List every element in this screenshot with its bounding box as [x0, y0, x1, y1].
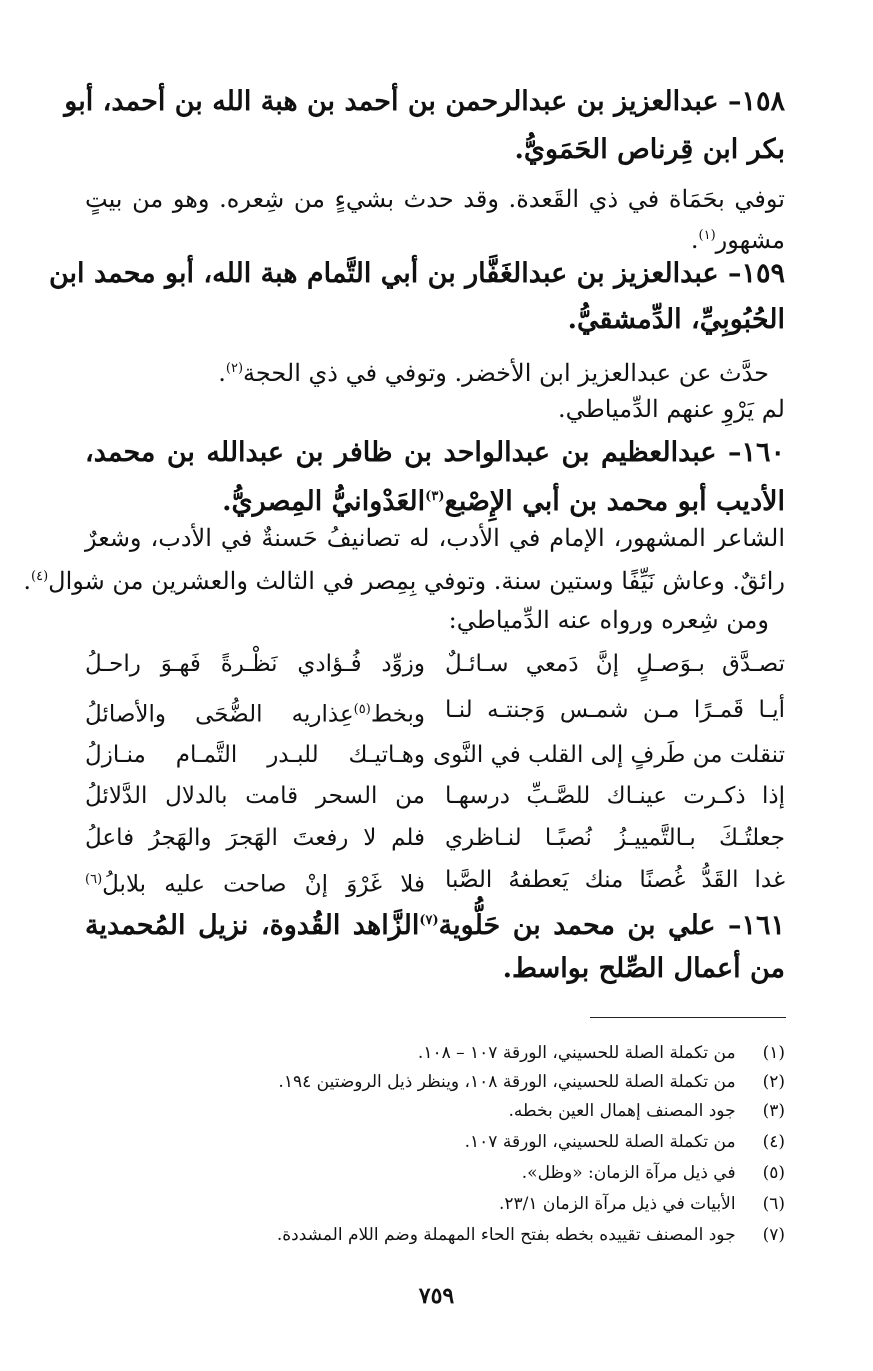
verse-line	[85, 690, 785, 730]
verse-line	[85, 818, 785, 858]
footnote-item	[85, 1098, 785, 1124]
footnote-item	[85, 1040, 785, 1066]
verse-first-hemistich: جعلتُـكَ بـالتَّمييـزُ نُصبًـا لنـاظري	[445, 825, 785, 851]
footnote-ref-5: (٥)	[353, 702, 371, 717]
verse-text-cont: عِذاريه الضُّحَى والأصائلُ	[85, 701, 354, 728]
entry-159-body-end: .	[218, 359, 226, 387]
footnote-text: جود المصنف إهمال العين بخطه.	[508, 1101, 736, 1121]
entry-159-body	[69, 352, 769, 390]
footnote-number: (٧)	[762, 1225, 785, 1245]
footnote-item	[85, 1129, 785, 1155]
entry-160-heading-part-a: الأديب أبو محمد بن أبي الإِصْبع	[444, 486, 785, 517]
footnote-ref-7: (٧)	[419, 913, 439, 928]
footnote-number: (١)	[762, 1043, 785, 1063]
entry-161-heading-cont: من أعمال الصِّلح بواسط.	[502, 953, 785, 984]
verse-text: وبخط	[370, 701, 425, 728]
verse-second-hemistich	[85, 690, 425, 735]
entry-158-body: توفي بحَمَاة في ذي القَعدة. وقد حدث بشيءٍ من شِعره. وهو من بيتٍ	[85, 185, 785, 213]
entry-160-verse-intro: ومن شِعره ورواه عنه الدِّمياطي:	[448, 606, 769, 634]
verse-second-hemistich	[85, 860, 425, 905]
footnote-number: (٥)	[762, 1163, 785, 1183]
verse-text: فلا غَرْوَ إنْ صاحت عليه بلابلُ	[102, 871, 425, 898]
verse-second-hemistich: وزوِّد فُـؤادي نَظْـرةً فَهـوَ راحـلُ	[85, 651, 425, 677]
footnote-text: من تكملة الصلة للحسيني، الورقة ١٠٨، وينظر ذيل الروضتين ١٩٤.	[278, 1072, 736, 1092]
footnote-text: من تكملة الصلة للحسيني، الورقة ١٠٧.	[464, 1132, 736, 1152]
footnote-number: (٦)	[762, 1194, 785, 1214]
entry-161-heading-part-b: الزَّاهد القُدوة، نزيل المُحمدية	[85, 910, 420, 941]
entry-160-body-cont	[23, 560, 785, 598]
verse-first-hemistich: إذا ذكـرت عينـاك للصَّـبِّ درسهـا	[445, 783, 785, 809]
verse-first-hemistich: غدا القَدُّ غُصنًا منك يَعطفهُ الصَّبا	[445, 867, 785, 893]
entry-159-body-cont: لم يَرْوِ عنهم الدِّمياطي.	[557, 395, 785, 423]
footnote-item	[85, 1191, 785, 1217]
verse-second-hemistich: من السحر قامت بالدلال الدَّلائلُ	[85, 783, 425, 809]
footnote-number: (٣)	[762, 1101, 785, 1121]
verse-first-hemistich: تصـدَّق بـوَصـلٍ إنَّ دَمعي سـائـلٌ	[445, 651, 785, 677]
footnote-item	[85, 1069, 785, 1095]
entry-158-heading: ١٥٨– عبدالعزيز بن عبدالرحمن بن أحمد بن هبة الله بن أحمد، أبو	[64, 86, 785, 117]
entry-158-heading-cont: بكر ابن قِرناص الحَمَويُّ.	[514, 134, 785, 165]
page-number: ٧٥٩	[418, 1283, 455, 1309]
footnote-item	[85, 1222, 785, 1248]
footnote-ref-1: (١)	[698, 228, 716, 243]
entry-158-body-end: .	[690, 226, 699, 254]
footnote-item	[85, 1160, 785, 1186]
verse-line	[85, 644, 785, 684]
entry-160-body-text: رائقٌ. وعاش نَيِّفًا وستين سنة. وتوفي بِمِصر في الثالث والعشرين من شوال	[48, 567, 785, 595]
entry-160-heading: ١٦٠– عبدالعظيم بن عبدالواحد بن ظافر بن عبدالله بن محمد،	[85, 437, 785, 468]
footnote-ref-3: (٣)	[425, 489, 445, 504]
verse-second-hemistich: فلم لا رفعتَ الهَجرَ والهَجرُ فاعلُ	[85, 825, 425, 851]
entry-159-heading-cont: الحُبُوبِيِّ، الدِّمشقيُّ.	[567, 304, 785, 335]
entry-160-heading-cont	[85, 480, 785, 519]
footnote-text: الأبيات في ذيل مرآة الزمان ٢٣/١.	[498, 1194, 736, 1214]
verse-line	[85, 735, 785, 775]
entry-161-heading-part-a: ١٦١– علي بن محمد بن حَلُّوية	[438, 910, 786, 941]
verse-second-hemistich: وهـاتيـك للبـدر التَّمـام منـازلُ	[85, 742, 425, 768]
entry-158-body-cont	[85, 219, 785, 257]
entry-160-body-end: .	[23, 567, 32, 595]
verse-first-hemistich: أيـا قَمـرًا مـن شمـس وَجنتـه لنـا	[445, 697, 785, 723]
entry-160-body: الشاعر المشهور، الإمام في الأدب، له تصانيفُ حَسنةٌ في الأدب، وشعرٌ	[85, 524, 785, 552]
footnote-number: (٤)	[762, 1132, 785, 1152]
entry-159-body-text: حدَّث عن عبدالعزيز ابن الأخضر. وتوفي في ذي الحجة	[243, 359, 769, 387]
footnote-text: جود المصنف تقييده بخطه بفتح الحاء المهملة وضم اللام المشددة.	[276, 1225, 736, 1245]
entry-160-heading-part-b: العَدْوانيُّ المِصريُّ.	[222, 486, 426, 517]
footnote-text: من تكملة الصلة للحسيني، الورقة ١٠٧ – ١٠٨.	[417, 1043, 736, 1063]
entry-159-heading: ١٥٩– عبدالعزيز بن عبدالغَفَّار بن أبي التَّمام هبة الله، أبو محمد ابن	[48, 258, 785, 289]
footnote-number: (٢)	[762, 1072, 785, 1092]
footnote-ref-4: (٤)	[31, 569, 49, 584]
verse-line	[85, 860, 785, 900]
footnote-ref-6: (٦)	[85, 872, 103, 887]
entry-158-body-text: مشهور	[715, 226, 785, 254]
verse-line	[85, 776, 785, 816]
footnote-divider	[590, 1017, 786, 1018]
verse-first-hemistich: تنقلت من طَرفٍ إلى القلب في النَّوى	[433, 742, 785, 768]
footnote-text: في ذيل مرآة الزمان: «وظل».	[521, 1163, 736, 1183]
footnote-ref-2: (٢)	[225, 361, 244, 376]
entry-161-heading	[85, 904, 785, 943]
